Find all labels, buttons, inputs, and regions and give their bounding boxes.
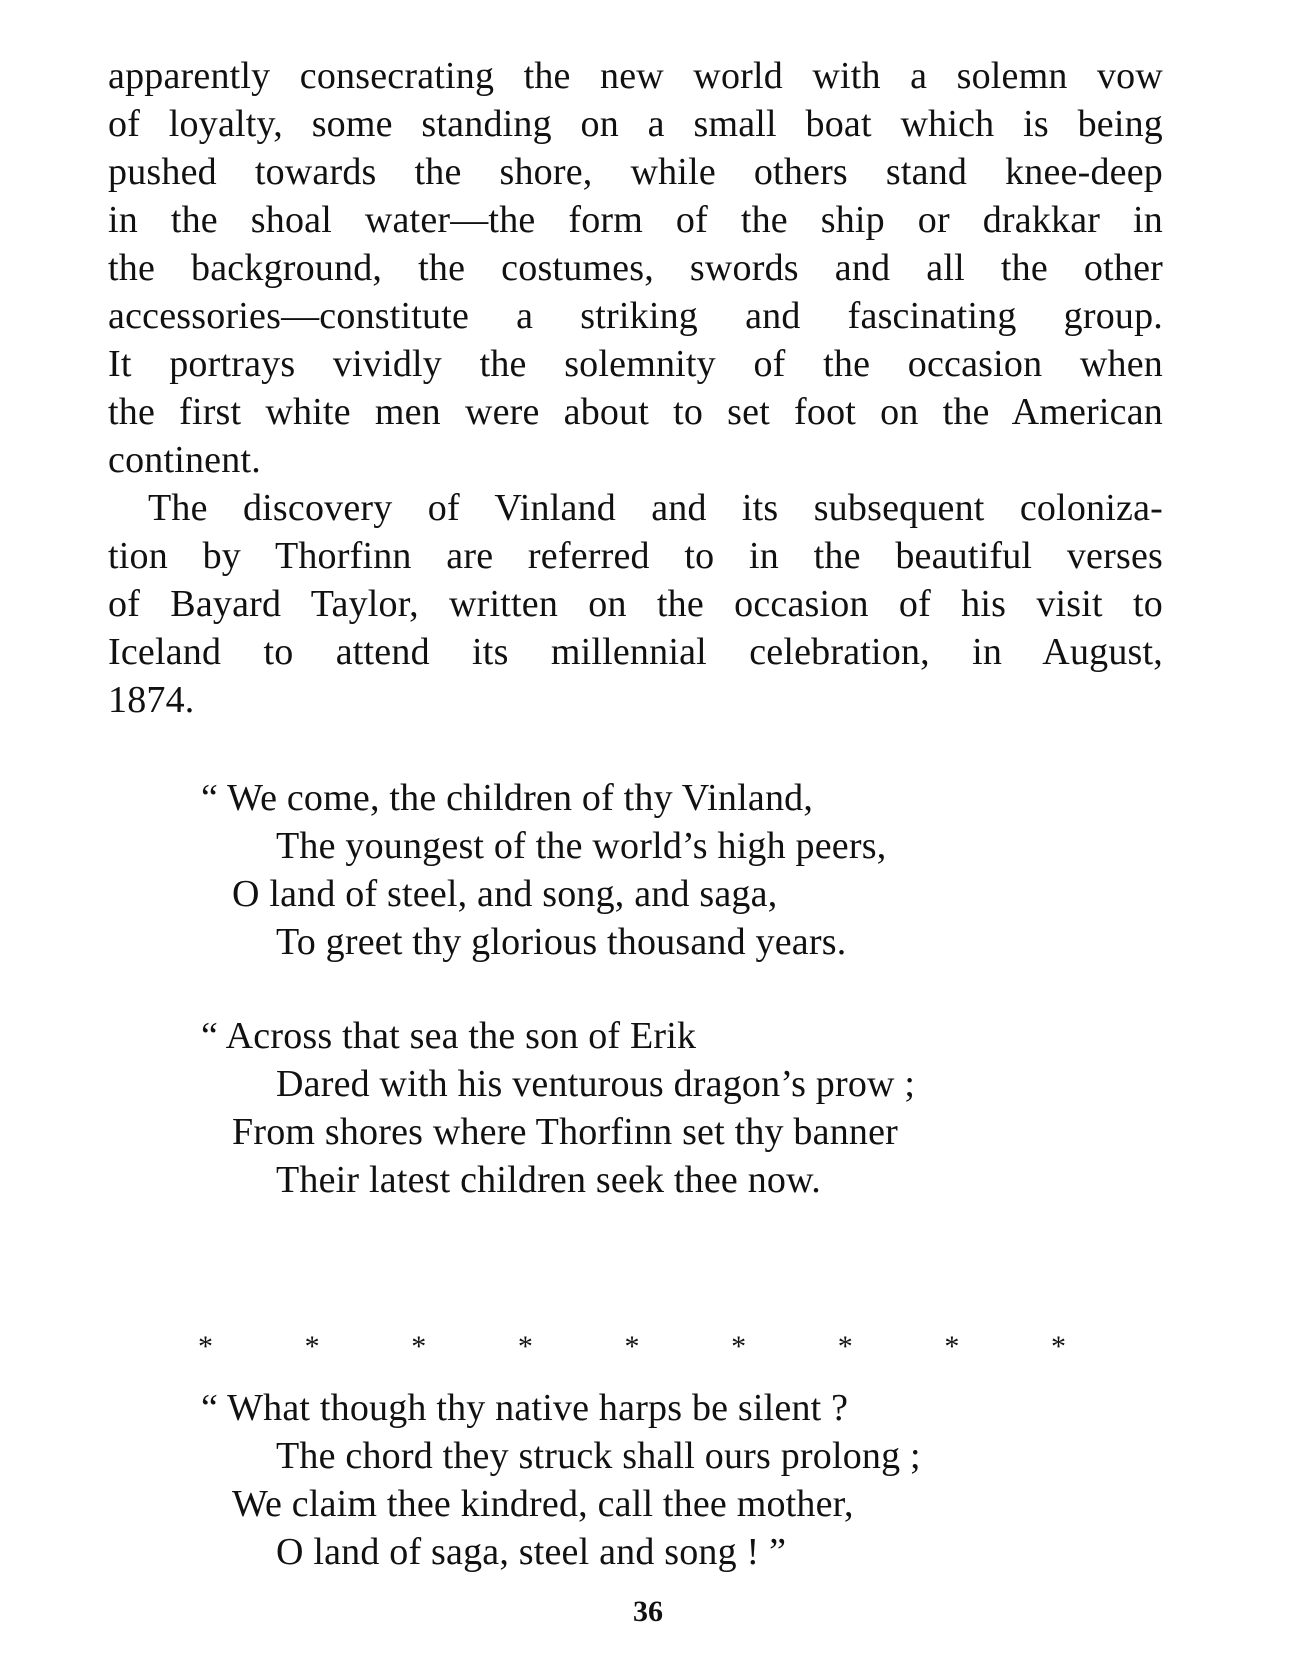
verse-line: Their latest children seek thee now. <box>276 1159 821 1201</box>
asterisk: * <box>731 1330 747 1363</box>
asterisk: * <box>1051 1330 1066 1363</box>
text-line: It portrays vividly the solemnity of the occasion when <box>108 343 1163 385</box>
text-line: of loyalty, some standing on a small boat which is being <box>108 103 1163 145</box>
verse-line: “ Across that sea the son of Erik <box>201 1015 697 1057</box>
verse-line: Dared with his venturous dragon’s prow ; <box>276 1063 916 1105</box>
text-line: the background, the costumes, swords and all the other <box>108 247 1163 289</box>
text-line: in the shoal water—the form of the ship or drakkar in <box>108 199 1163 241</box>
asterisk: * <box>837 1330 853 1363</box>
asterisk: * <box>304 1330 320 1363</box>
verse-line: The chord they struck shall ours prolong ; <box>276 1435 921 1477</box>
asterisk: * <box>411 1330 427 1363</box>
asterisk: * <box>624 1330 640 1363</box>
text-line: Iceland to attend its millennial celebration, in August, <box>108 631 1163 673</box>
verse-line: O land of saga, steel and song ! ” <box>276 1531 787 1573</box>
asterisk: * <box>517 1330 533 1363</box>
verse-line: We claim thee kindred, call thee mother, <box>232 1483 854 1525</box>
verse-line: “ What though thy native harps be silent ? <box>201 1387 849 1429</box>
text-line: tion by Thorfinn are referred to in the beautiful verses <box>108 535 1163 577</box>
text-line: 1874. <box>108 679 195 721</box>
asterisk: * <box>198 1330 213 1363</box>
text-line: pushed towards the shore, while others stand knee-deep <box>108 151 1163 193</box>
text-line: The discovery of Vinland and its subsequent coloniza- <box>148 487 1163 529</box>
text-line: accessories—constitute a striking and fascinating group. <box>108 295 1163 337</box>
text-line: of Bayard Taylor, written on the occasion of his visit to <box>108 583 1163 625</box>
text-line: the first white men were about to set foot on the American <box>108 391 1163 433</box>
asterisk-separator <box>198 1327 1066 1367</box>
text-line: apparently consecrating the new world with a solemn vow <box>108 55 1163 97</box>
verse-line: The youngest of the world’s high peers, <box>276 825 887 867</box>
verse-line: O land of steel, and song, and saga, <box>232 873 778 915</box>
text-line: continent. <box>108 439 261 481</box>
verse-line: “ We come, the children of thy Vinland, <box>201 777 814 819</box>
verse-line: To greet thy glorious thousand years. <box>276 921 847 963</box>
asterisk: * <box>944 1330 960 1363</box>
page-number: 36 <box>633 1595 663 1628</box>
verse-line: From shores where Thorfinn set thy banner <box>232 1111 899 1153</box>
